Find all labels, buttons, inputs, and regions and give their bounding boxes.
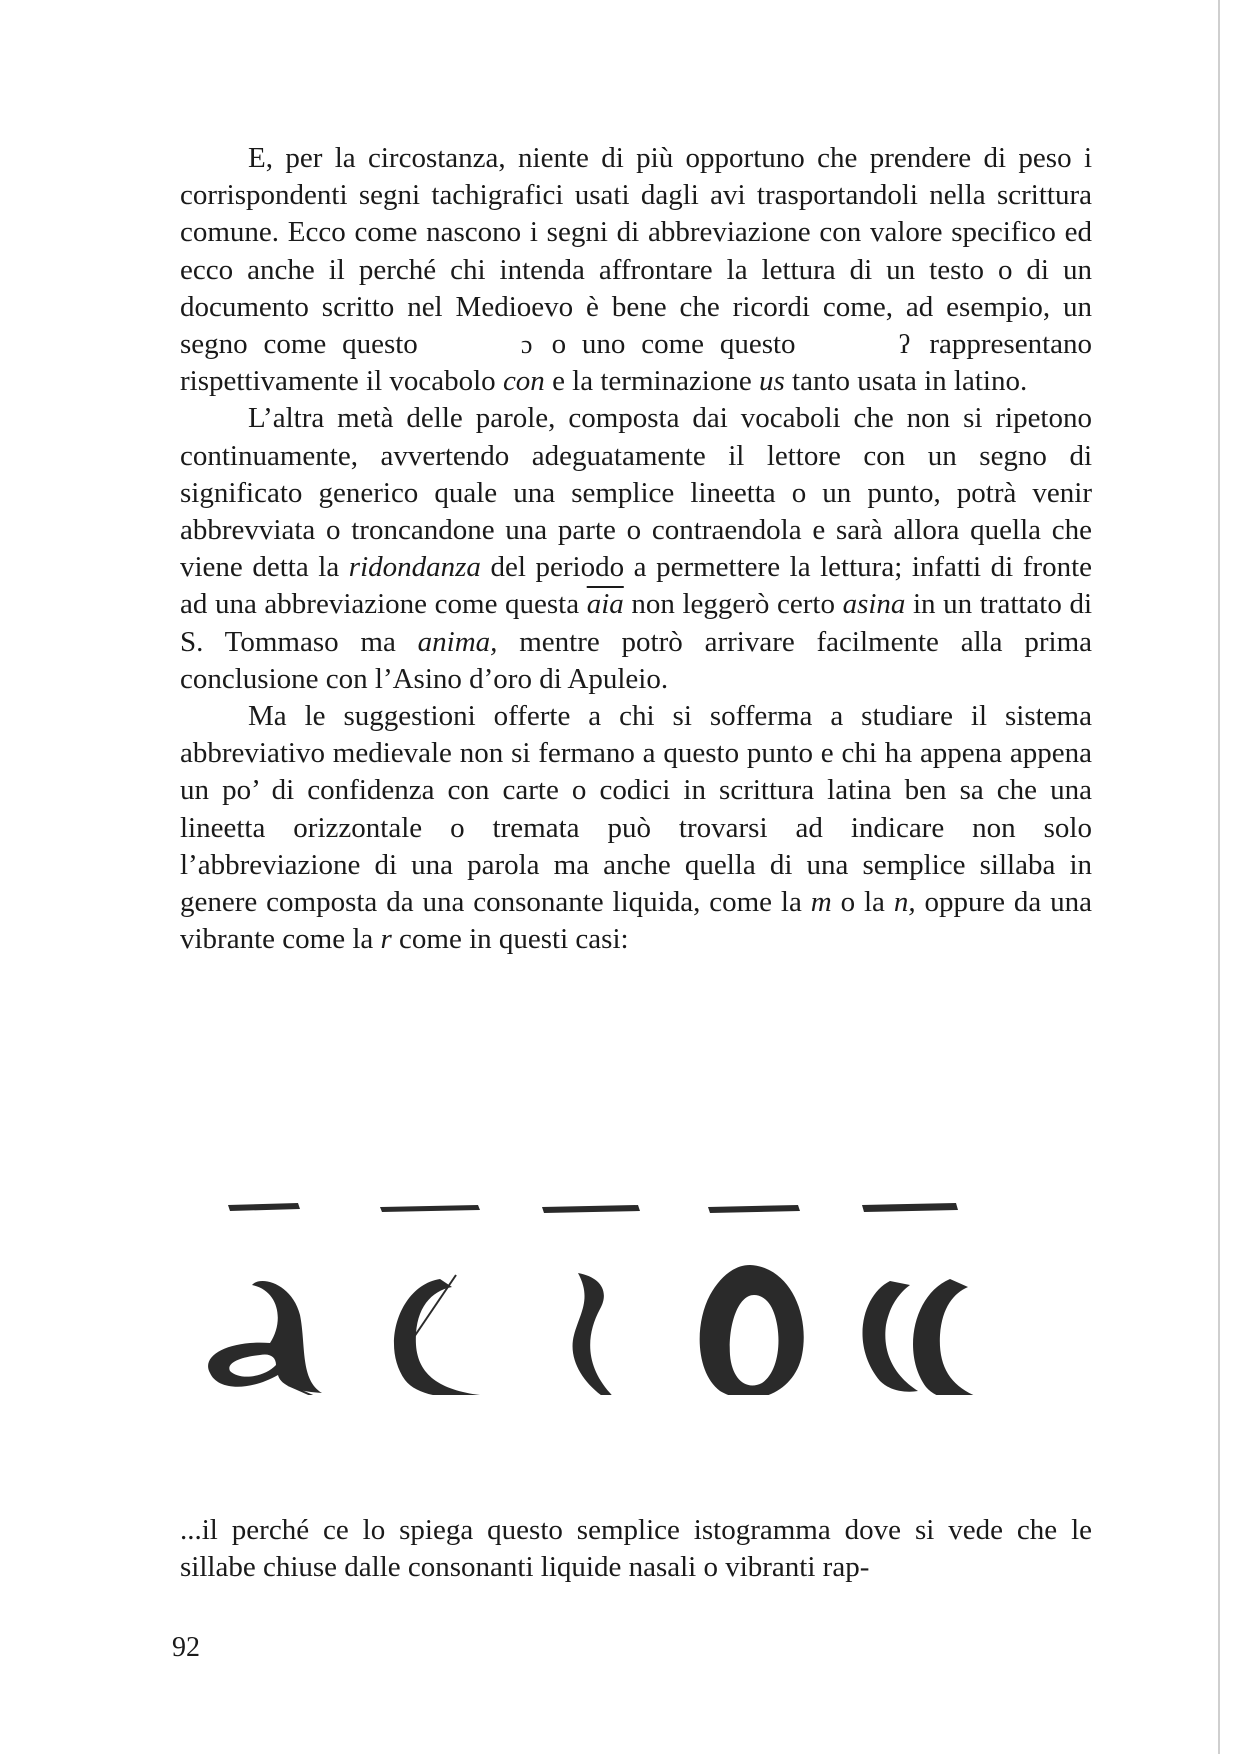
glyph-c-macron xyxy=(380,1205,480,1395)
glyph-cc-macron xyxy=(862,1203,990,1395)
page-edge xyxy=(1218,0,1220,1754)
con-sign-glyph: ɔ xyxy=(520,330,533,360)
paragraph-1 xyxy=(180,140,1092,400)
letter-n: n, xyxy=(893,886,916,919)
word-asina: asina xyxy=(842,588,906,621)
us-sign-glyph: ʔ xyxy=(898,330,911,360)
abbreviation-glyphs-figure xyxy=(190,1195,1070,1395)
paragraph-2-mid2: non leggerò certo xyxy=(631,588,835,621)
word-con: con xyxy=(502,365,545,398)
abbreviation-aia: $\overline{aia}$ xyxy=(586,588,624,621)
paragraph-2-mid1: del periodo a permettere la lettura; infatti di fronte ad una abbreviazione come questa xyxy=(180,551,1093,621)
main-text xyxy=(180,140,1092,958)
letter-m: m xyxy=(810,886,832,919)
glyph-o-macron xyxy=(700,1205,804,1395)
paragraph-1-mid: o uno come questo xyxy=(551,328,796,361)
word-ridondanza: ridondanza xyxy=(348,551,481,584)
letter-r: r xyxy=(380,923,392,956)
paragraph-1-end: tanto usata in latino. xyxy=(792,365,1028,398)
glyph-i-macron xyxy=(542,1205,640,1395)
paragraph-2-end: mentre potrò arrivare facilmente alla prima conclusione con l’Asino d’oro di Apuleio. xyxy=(180,625,1093,695)
paragraph-3-start: Ma le suggestioni offerte a chi si sofferma a studiare il sistema abbreviativo medievale non si fermano a questo punto e chi ha appena appena un po’ di confidenza con carte o codici in scrittura latina ben sa che una lineetta orizzontale o tremata può trovarsi ad indicare non solo l’abbreviazione di una parola ma anche quella di una semplice sillaba in genere composta da una consonante liquida, come la xyxy=(180,700,1092,919)
paragraph-3-mid: oppure da una vibrante come la xyxy=(180,886,1093,956)
paragraph-4: ...il perché ce lo spiega questo semplice istogramma dove si vede che le sillabe chiuse dalle consonanti liquide nasali o vibranti rap- xyxy=(180,1514,1092,1584)
paragraph-1-after-signs: rappresentano rispettivamente il vocabolo xyxy=(180,328,1093,398)
paragraph-2-start: L’altra metà delle parole, composta dai vocaboli che non si ripetono continuamente, avvertendo adeguatamente il lettore con un segno di significato generico quale una semplice lineetta o un punto, potrà venir abbrevviata o troncandone una parte o contraendola e sarà allora quella che viene detta la xyxy=(180,402,1092,584)
paragraph-3-or-the: o la xyxy=(840,886,885,919)
word-us: us xyxy=(759,365,785,398)
paragraph-1-text: E, per la circostanza, niente di più opportuno che prendere di peso i corrispondenti segni tachigrafici usati dagli avi trasportandoli nella scrittura comune. Ecco come nascono i segni di abbreviazione con valore specifico ed ecco anche il perché chi intenda affrontare la lettura di un testo o di un documento scritto nel Medioevo è bene che ricordi come, ad esempio, un segno come questo xyxy=(180,142,1092,361)
word-anima: anima, xyxy=(417,625,498,658)
paragraph-2 xyxy=(180,400,1092,698)
paragraph-4-block xyxy=(180,1512,1092,1586)
page-number: 92 xyxy=(172,1632,200,1663)
paragraph-2-mid3: in un trattato di S. Tommaso ma xyxy=(180,588,1093,658)
paragraph-3 xyxy=(180,698,1092,958)
paragraph-1-ending-text: e la terminazione xyxy=(552,365,752,398)
paragraph-3-end: come in questi casi: xyxy=(399,923,629,956)
glyph-a-macron xyxy=(208,1203,338,1395)
